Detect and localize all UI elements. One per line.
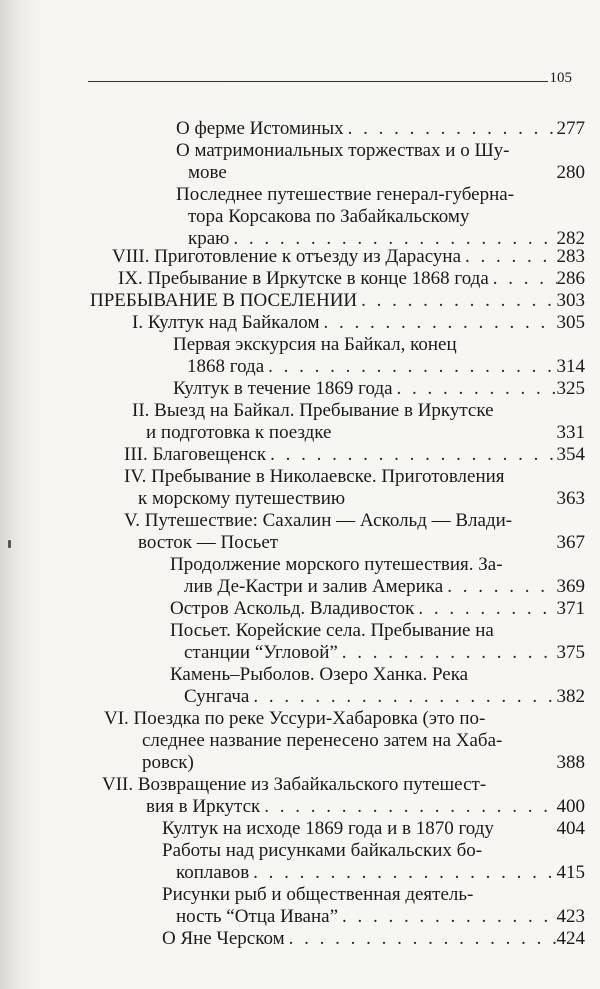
leader-dots (249, 686, 556, 708)
leader-dots (489, 268, 557, 290)
toc-entry-text: Камень–Рыболов. Озеро Ханка. Река (170, 664, 469, 685)
leader-dots (338, 906, 556, 928)
toc-entry-page: 363 (556, 488, 585, 509)
toc-entry (176, 184, 585, 250)
toc-entry-text: IV. Пребывание в Николаевске. Приготовления (124, 466, 505, 487)
toc-entry-page: 375 (556, 642, 585, 663)
toc-entry-text: Работы над рисунками байкальских бо- (162, 840, 483, 861)
toc-entry-text: восток — Посьет (138, 532, 279, 553)
toc-entry-page: 314 (556, 356, 585, 377)
leader-dots (357, 290, 556, 312)
leader-dots (319, 312, 556, 334)
toc-entry-text: тора Корсакова по Забайкальскому (188, 206, 470, 227)
toc-entry-text: О матримониальных торжествах и о Шу- (176, 140, 510, 161)
toc-entry-text: VIII. Приготовление к отъезду из Дарасуна (112, 246, 462, 267)
leader-dots (344, 118, 557, 140)
toc-section-title: ПРЕБЫВАНИЕ В ПОСЕЛЕНИИ (90, 290, 358, 311)
toc-entry (173, 334, 585, 378)
toc-entry-text: III. Благовещенск (124, 444, 267, 465)
toc-entry-text: лив Де-Кастри и залив Америка (184, 576, 444, 597)
toc-entry-page: 404 (556, 818, 585, 839)
toc-entry (132, 312, 585, 334)
toc-entry (162, 928, 585, 950)
toc-entry (176, 140, 585, 184)
toc-entry (124, 510, 585, 554)
toc-entry-page: 282 (556, 228, 585, 249)
toc-entry-text: VII. Возвращение из Забайкальского путешест- (102, 774, 487, 795)
toc-entry (173, 378, 585, 400)
toc-entry (132, 400, 585, 444)
toc-entry (170, 598, 585, 620)
toc-entry (170, 620, 585, 664)
toc-entry-text: V. Путешествие: Сахалин — Аскольд — Влади- (124, 510, 513, 531)
leader-dots (393, 378, 557, 400)
leader-dots (461, 246, 556, 268)
toc-entry-page: 424 (556, 928, 585, 949)
leader-dots (285, 928, 557, 950)
toc-entry-page: 423 (556, 906, 585, 927)
toc-entry (104, 708, 585, 774)
toc-entry-text: Первая экскурсия на Байкал, конец (173, 334, 457, 355)
toc-entry-page: 371 (556, 598, 585, 619)
toc-entry-page: 286 (556, 268, 585, 289)
toc-entry-page: 354 (556, 444, 585, 465)
toc-entry-page: 415 (556, 862, 585, 883)
toc-entry-page: 331 (556, 422, 585, 443)
toc-entry-text: II. Выезд на Байкал. Пребывание в Иркутске (132, 400, 494, 421)
leader-dots (260, 796, 556, 818)
toc-entry-text: Остров Аскольд. Владивосток (170, 598, 415, 619)
toc-entry-text: Сунгача (184, 686, 250, 707)
header-rule (88, 81, 548, 82)
toc-entry-text: вия в Иркутск (146, 796, 261, 817)
toc-entry-text: IX. Пребывание в Иркутске в конце 1868 года (118, 268, 489, 289)
toc-entry-text: ровск) (142, 752, 194, 773)
toc-entry-page: 277 (556, 118, 585, 139)
toc-entry (162, 840, 585, 884)
toc-entry-page: 369 (556, 576, 585, 597)
toc-entry-page: 283 (556, 246, 585, 267)
toc-entry-text: Последнее путешествие генерал-губерна- (176, 184, 515, 205)
toc-entry-text: VI. Поездка по реке Уссури-Хабаровка (это по- (104, 708, 486, 729)
margin-mark (8, 540, 11, 548)
toc-entry (118, 268, 585, 290)
toc-entry (170, 664, 585, 708)
toc-entry (176, 118, 585, 140)
toc-entry (90, 290, 585, 312)
toc-entry (162, 884, 585, 928)
leader-dots (338, 642, 557, 664)
toc-entry-text: и подготовка к поездке (146, 422, 332, 443)
toc-entry-text: к морскому путешествию (138, 488, 346, 509)
toc-entry-text: О Яне Черском (162, 928, 285, 949)
leader-dots (266, 444, 556, 466)
toc-entry-text: краю (188, 228, 230, 249)
toc-entry-text: станции “Угловой” (184, 642, 338, 663)
toc-entry-page: 382 (556, 686, 585, 707)
toc-entry-text: следнее название перенесено затем на Хаба- (142, 730, 503, 751)
toc-entry-page: 400 (556, 796, 585, 817)
toc-entry-text: 1868 года (187, 356, 265, 377)
toc-entry-page: 305 (556, 312, 585, 333)
leader-dots (264, 356, 556, 378)
toc-entry-page: 367 (556, 532, 585, 553)
toc-entry (124, 444, 585, 466)
toc-entry-page: 303 (556, 290, 585, 311)
toc-entry-text: I. Култук над Байкалом (132, 312, 320, 333)
toc-entry (112, 246, 585, 268)
toc-entry-text: Продолжение морского путешествия. За- (170, 554, 503, 575)
leader-dots (414, 598, 556, 620)
leader-dots (443, 576, 556, 598)
toc-entry-text: О ферме Истоминых (176, 118, 344, 139)
toc-entry (102, 774, 585, 818)
toc-entry-text: Култук на исходе 1869 года и в 1870 году (162, 818, 494, 839)
toc-entry-text: коплавов (176, 862, 250, 883)
toc-entry-page: 388 (556, 752, 585, 773)
toc-entry-text: мове (188, 162, 227, 183)
toc-entry (170, 554, 585, 598)
page-number: 105 (549, 70, 572, 86)
toc-entry-text: Култук в течение 1869 года (173, 378, 393, 399)
toc-entry (124, 466, 585, 510)
toc-entry-text: ность “Отца Ивана” (176, 906, 339, 927)
leader-dots (249, 862, 556, 884)
toc-entry-page: 325 (556, 378, 585, 399)
toc-entry-text: Рисунки рыб и общественная деятель- (162, 884, 474, 905)
toc-entry-page: 280 (556, 162, 585, 183)
toc-entry (162, 818, 585, 840)
toc-entry-text: Посьет. Корейские села. Пребывание на (170, 620, 494, 641)
